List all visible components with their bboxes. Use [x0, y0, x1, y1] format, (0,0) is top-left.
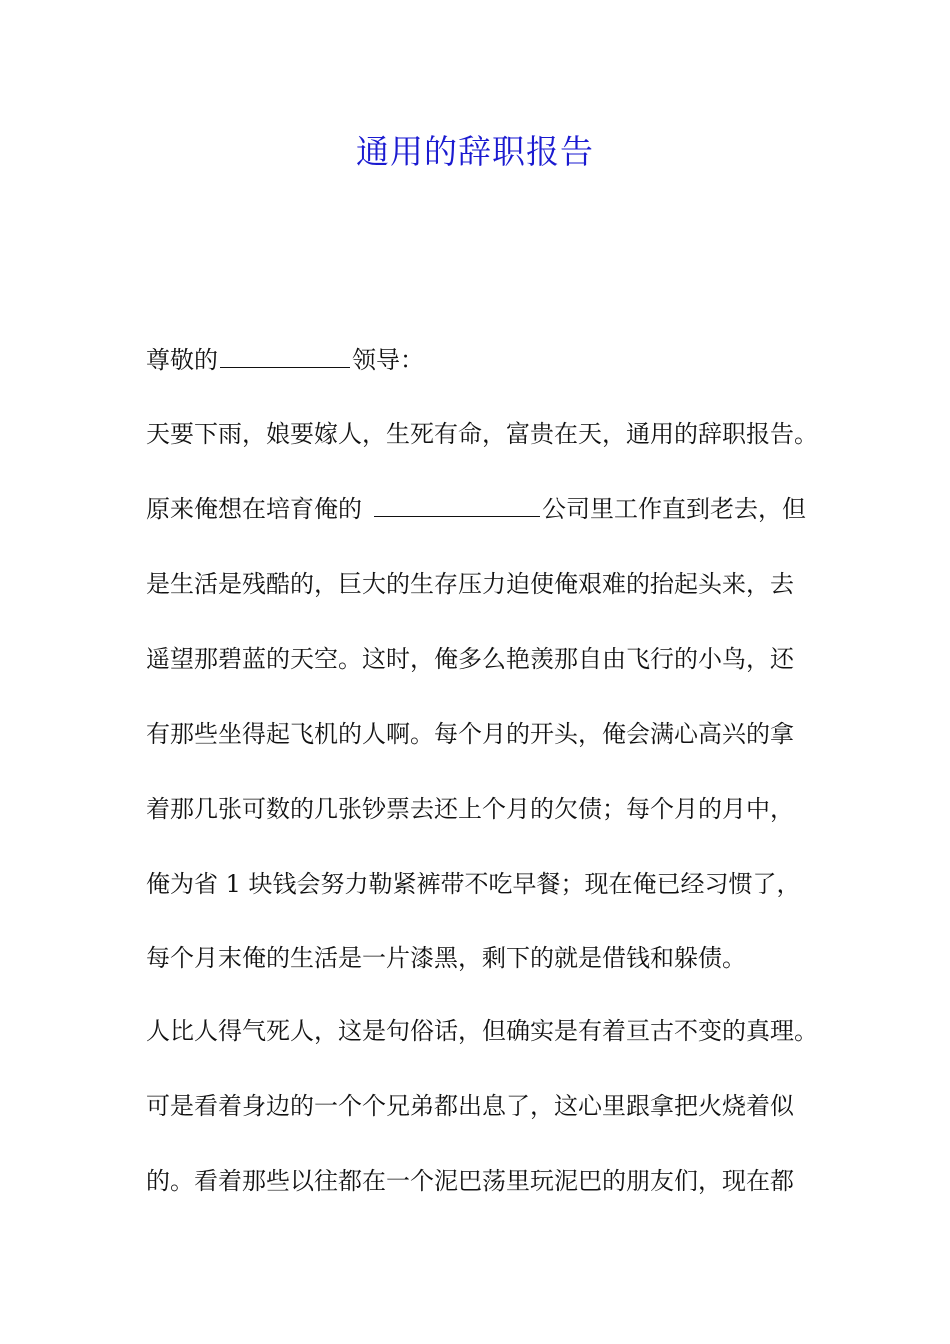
- paragraph-line-1: 天要下雨，娘要嫁人，生死有命，富贵在天，通用的辞职报告。: [146, 420, 818, 448]
- salutation-suffix: 领导：: [352, 346, 424, 374]
- paragraph-line-8: 人比人得气死人，这是句俗话，但确实是有着亘古不变的真理。: [146, 1017, 818, 1045]
- document-title: 通用的辞职报告: [356, 132, 594, 171]
- paragraph-line-7: 每个月末俺的生活是一片漆黑，剩下的就是借钱和躲债。: [146, 944, 746, 972]
- paragraph-line-6: 俺为省 1 块钱会努力勒紧裤带不吃早餐；现在俺已经习惯了，: [146, 870, 801, 898]
- paragraph-line-2: 是生活是残酷的，巨大的生存压力迫使俺艰难的抬起头来，去: [146, 570, 794, 598]
- company-line: [146, 491, 846, 527]
- paragraph-line-3: 遥望那碧蓝的天空。这时，俺多么艳羡那自由飞行的小鸟，还: [146, 645, 794, 673]
- paragraph-line-5: 着那几张可数的几张钞票去还上个月的欠债；每个月的月中，: [146, 795, 794, 823]
- paragraph-line-10: 的。看着那些以往都在一个泥巴荡里玩泥巴的朋友们，现在都: [146, 1167, 794, 1195]
- company-line-prefix: 原来俺想在培育俺的: [146, 495, 362, 523]
- paragraph-line-4: 有那些坐得起飞机的人啊。每个月的开头，俺会满心高兴的拿: [146, 720, 794, 748]
- recipient-blank: [220, 345, 350, 368]
- company-name-blank: [374, 494, 540, 517]
- salutation-line: [146, 342, 846, 378]
- paragraph-line-9: 可是看着身边的一个个兄弟都出息了，这心里跟拿把火烧着似: [146, 1092, 794, 1120]
- company-line-suffix: 公司里工作直到老去，但: [542, 495, 806, 523]
- salutation-prefix: 尊敬的: [146, 346, 218, 374]
